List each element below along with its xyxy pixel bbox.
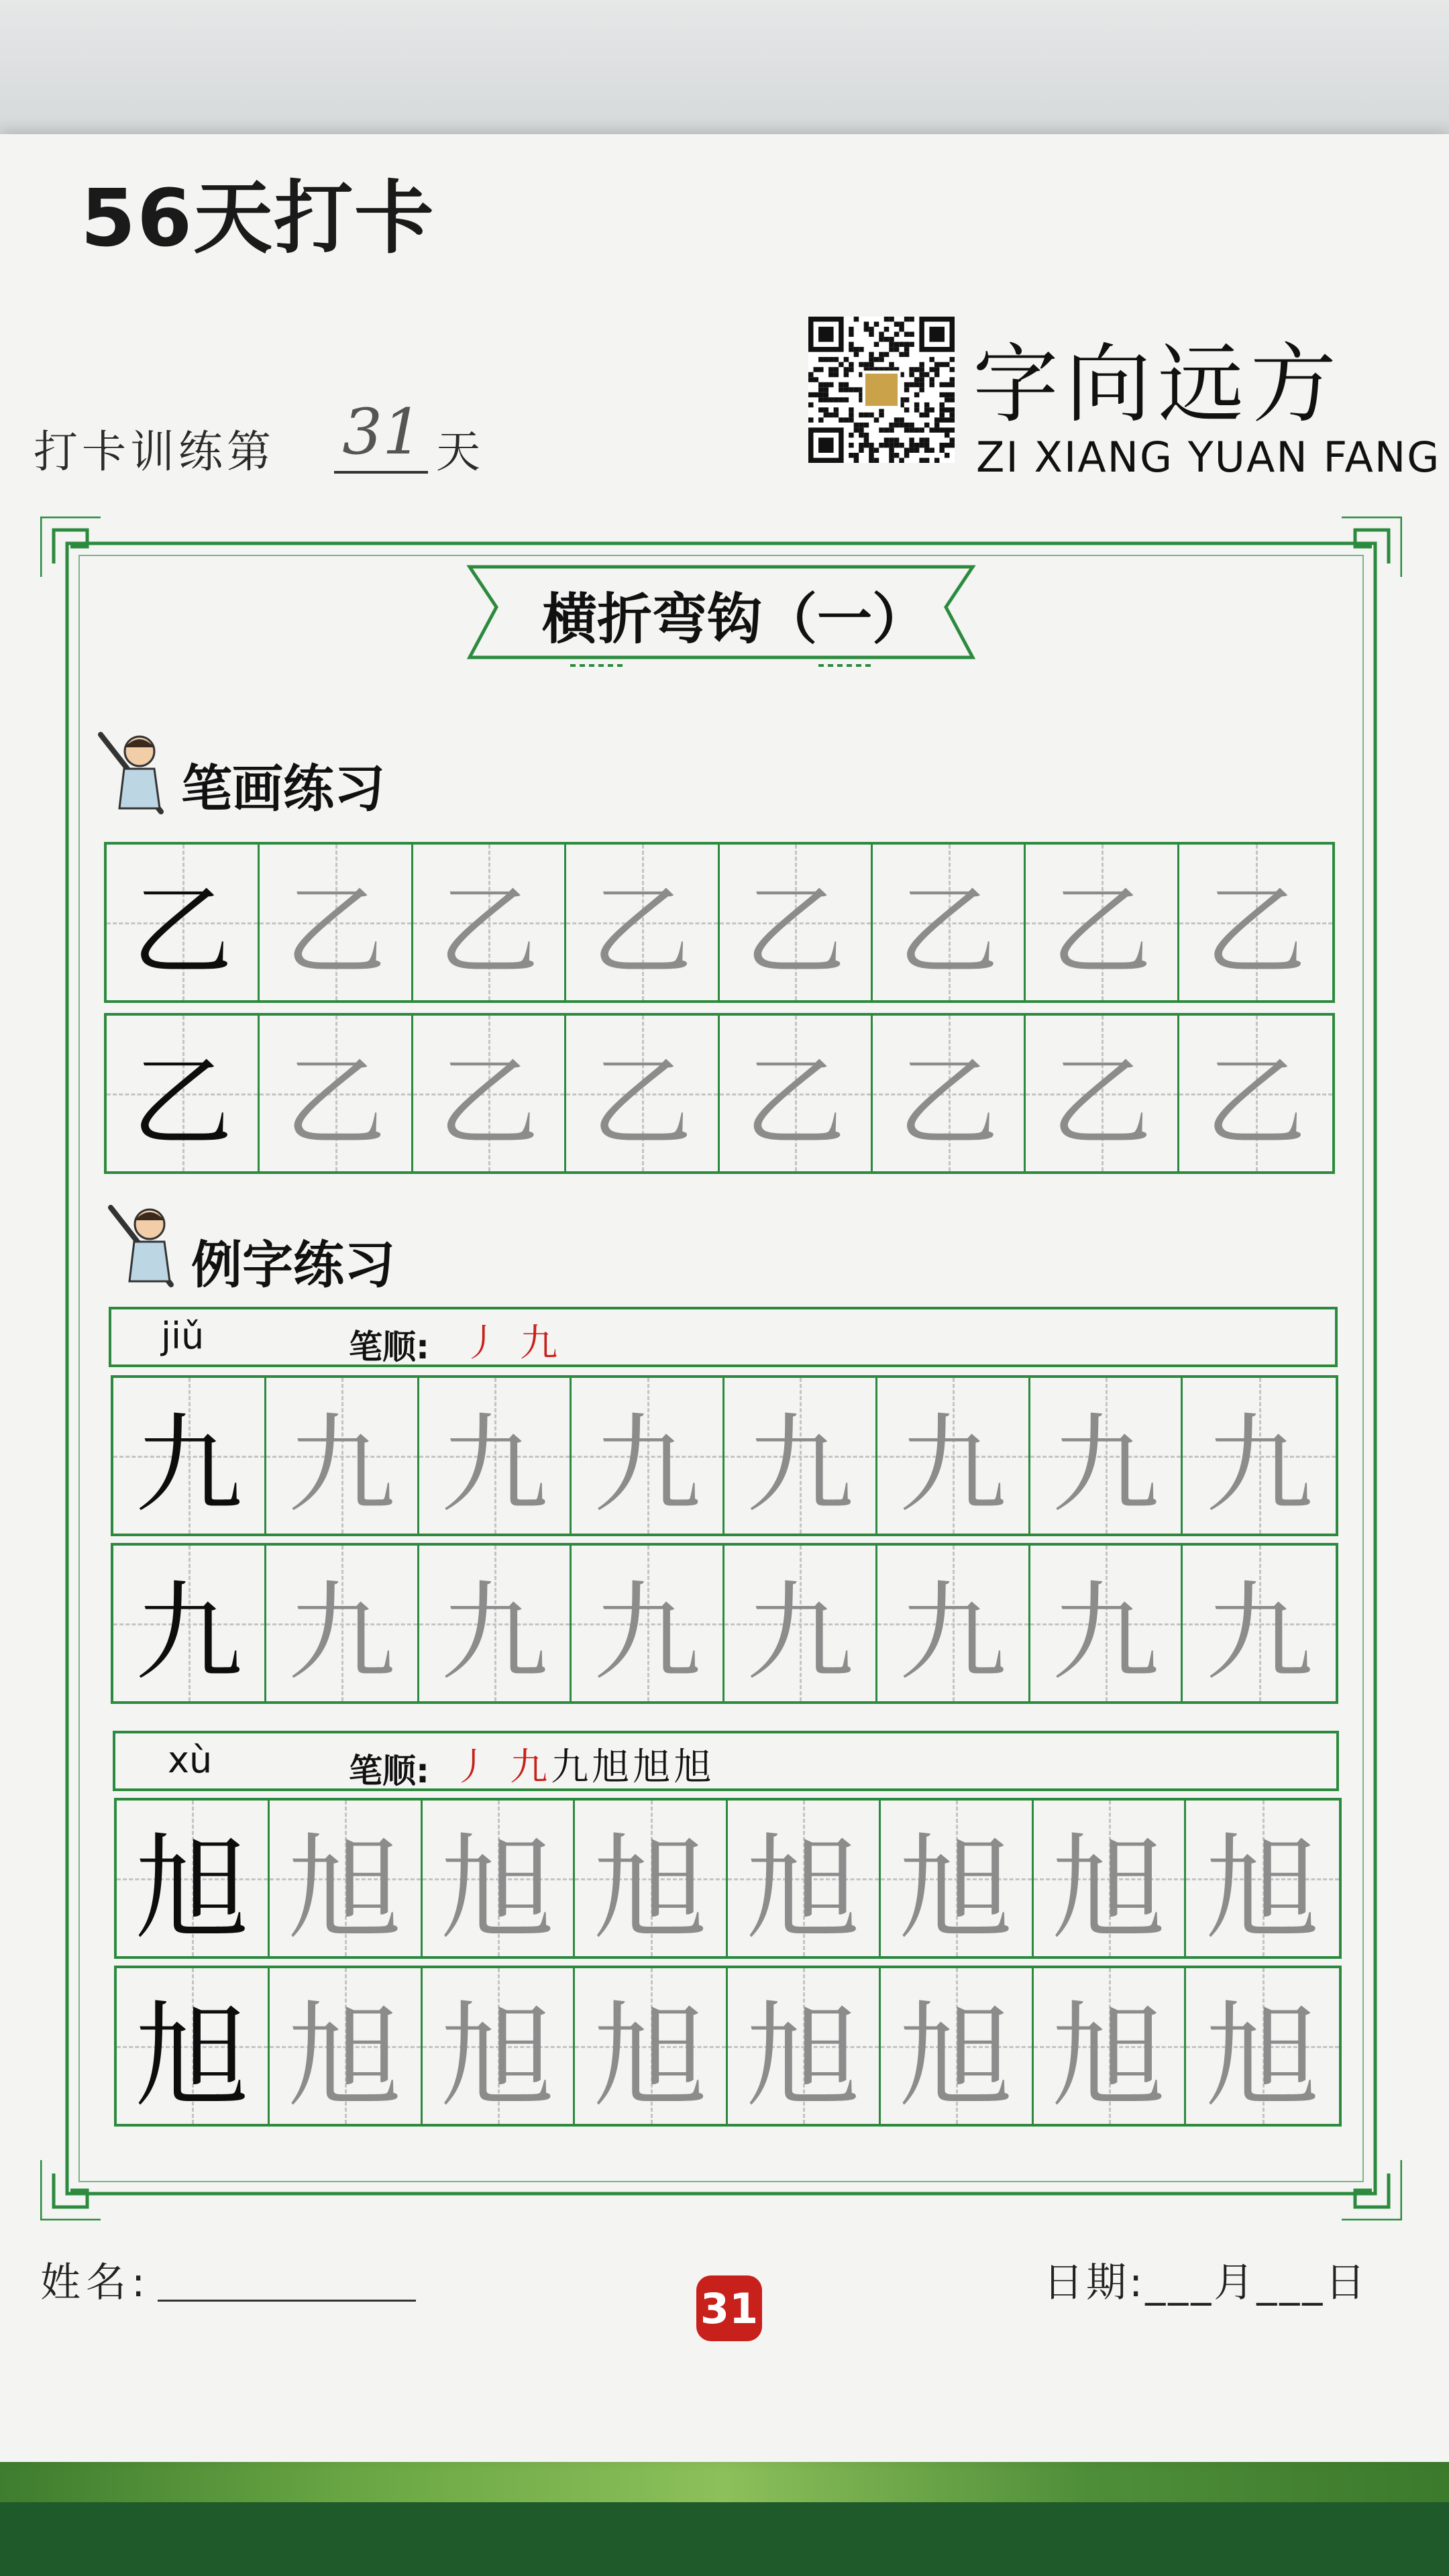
trace-character: 乙 — [591, 873, 692, 990]
logo-english: ZI XIANG YUAN FANG — [976, 433, 1441, 482]
trace-character: 旭 — [593, 1990, 708, 2123]
trace-character: 乙 — [745, 1044, 846, 1161]
tracing-cell[interactable] — [266, 1378, 419, 1534]
trace-character: 九 — [288, 1570, 396, 1695]
stroke-order-step: 九 — [551, 1746, 589, 1789]
stroke-order-sequence-jiu — [463, 1313, 557, 1367]
model-character: 乙 — [131, 873, 233, 990]
trace-character: 乙 — [285, 1044, 386, 1161]
trace-character: 旭 — [746, 1990, 861, 2123]
trace-character: 九 — [899, 1402, 1007, 1527]
tracing-cell[interactable] — [724, 1378, 877, 1534]
name-input-line[interactable] — [158, 2300, 416, 2302]
tracing-cell[interactable] — [419, 1546, 572, 1701]
tracing-cell[interactable] — [266, 1546, 419, 1701]
tracing-cell[interactable] — [881, 1968, 1034, 2124]
tracing-cell[interactable] — [877, 1546, 1030, 1701]
stroke-order-bar-jiu — [109, 1307, 1338, 1367]
tracing-cell[interactable] — [419, 1378, 572, 1534]
tracing-cell[interactable] — [413, 845, 566, 1000]
tracing-cell[interactable] — [1034, 1968, 1187, 2124]
jiu-practice-row-2 — [111, 1543, 1338, 1704]
stroke-practice-row-2 — [104, 1013, 1335, 1174]
trace-character: 旭 — [1205, 1990, 1320, 2123]
trace-character: 旭 — [1051, 1990, 1166, 2123]
trace-character: 九 — [1205, 1402, 1313, 1527]
child-with-brush-icon — [94, 724, 168, 818]
trace-character: 九 — [746, 1402, 854, 1527]
trace-character: 九 — [1051, 1402, 1159, 1527]
name-label: 姓名: — [40, 2259, 151, 2306]
tracing-cell[interactable] — [572, 1546, 724, 1701]
tracing-cell[interactable] — [1030, 1378, 1183, 1534]
tracing-cell[interactable] — [1026, 1016, 1179, 1171]
tracing-cell[interactable] — [1034, 1801, 1187, 1956]
trace-character: 旭 — [899, 1822, 1014, 1955]
stroke-order-step: 丿 — [463, 1322, 500, 1365]
trace-character: 旭 — [1205, 1822, 1320, 1955]
topic-title: 横折弯钩（一） — [541, 588, 927, 651]
trace-character: 九 — [440, 1402, 548, 1527]
trace-character: 九 — [746, 1570, 854, 1695]
trace-character: 旭 — [288, 1822, 402, 1955]
trace-character: 旭 — [440, 1822, 555, 1955]
trace-character: 乙 — [1205, 1044, 1306, 1161]
trace-character: 旭 — [288, 1990, 402, 2123]
trace-character: 九 — [288, 1402, 396, 1527]
stroke-order-bar-xu — [113, 1731, 1339, 1791]
page-number-badge: 31 — [696, 2275, 762, 2341]
xu-practice-row-1 — [114, 1798, 1342, 1959]
trace-character: 乙 — [438, 1044, 539, 1161]
tracing-cell[interactable] — [260, 845, 413, 1000]
stroke-order-step: 九 — [520, 1322, 558, 1365]
stroke-order-step: 丿 — [453, 1746, 490, 1789]
trace-character: 九 — [440, 1570, 548, 1695]
tracing-cell[interactable] — [566, 1016, 719, 1171]
stroke-order-label: 笔顺: — [349, 1328, 429, 1366]
trace-character: 九 — [593, 1570, 701, 1695]
tracing-cell[interactable] — [1026, 845, 1179, 1000]
child-with-brush-icon — [104, 1197, 178, 1291]
tracing-cell[interactable] — [1186, 1968, 1339, 2124]
model-character-cell[interactable] — [107, 845, 260, 1000]
date-field[interactable]: 日期:___月___日 — [1043, 2259, 1368, 2306]
tracing-cell[interactable] — [423, 1968, 576, 2124]
tracing-cell[interactable] — [413, 1016, 566, 1171]
trace-character: 乙 — [1205, 873, 1306, 990]
tracing-cell[interactable] — [575, 1968, 728, 2124]
tracing-cell[interactable] — [720, 1016, 873, 1171]
logo-chinese: 字向远方 — [973, 335, 1344, 435]
example-section-title: 例字练习 — [191, 1235, 395, 1295]
trace-character: 旭 — [593, 1822, 708, 1955]
stroke-practice-row-1 — [104, 842, 1335, 1003]
trace-character: 九 — [1205, 1570, 1313, 1695]
tracing-cell[interactable] — [1186, 1801, 1339, 1956]
model-character-cell[interactable] — [113, 1378, 266, 1534]
tracing-cell[interactable] — [1179, 845, 1332, 1000]
trace-character: 旭 — [899, 1990, 1014, 2123]
model-character: 乙 — [131, 1044, 233, 1161]
tracing-cell[interactable] — [873, 1016, 1026, 1171]
trace-character: 乙 — [1051, 1044, 1152, 1161]
model-character-cell[interactable] — [107, 1016, 260, 1171]
trace-character: 旭 — [1051, 1822, 1166, 1955]
qr-code-icon[interactable] — [808, 317, 955, 463]
tracing-cell[interactable] — [1183, 1546, 1336, 1701]
tracing-cell[interactable] — [720, 845, 873, 1000]
trace-character: 乙 — [285, 873, 386, 990]
tracing-cell[interactable] — [1183, 1378, 1336, 1534]
model-character: 旭 — [135, 1822, 250, 1955]
model-character: 九 — [135, 1570, 243, 1695]
tracing-cell[interactable] — [1179, 1016, 1332, 1171]
tracing-cell[interactable] — [877, 1378, 1030, 1534]
background-page-above — [0, 0, 1449, 144]
tracing-cell[interactable] — [575, 1801, 728, 1956]
model-character-cell[interactable] — [117, 1801, 270, 1956]
pinyin-jiu: jiǔ — [161, 1315, 205, 1357]
tracing-cell[interactable] — [1030, 1546, 1183, 1701]
trace-character: 九 — [593, 1402, 701, 1527]
model-character-cell[interactable] — [113, 1546, 266, 1701]
background-cover-spine — [0, 2502, 1449, 2576]
stroke-order-step: 旭 — [633, 1746, 671, 1789]
trace-character: 九 — [899, 1570, 1007, 1695]
model-character: 九 — [135, 1402, 243, 1527]
trace-character: 乙 — [591, 1044, 692, 1161]
trace-character: 乙 — [438, 873, 539, 990]
jiu-practice-row-1 — [111, 1375, 1338, 1536]
pinyin-xu: xù — [168, 1739, 213, 1781]
brand-title: 56天打卡 — [80, 172, 435, 264]
tracing-cell[interactable] — [881, 1801, 1034, 1956]
xu-practice-row-2 — [114, 1966, 1342, 2127]
trace-character: 旭 — [440, 1990, 555, 2123]
trace-character: 乙 — [898, 1044, 999, 1161]
tracing-cell[interactable] — [724, 1546, 877, 1701]
day-label-prefix: 打卡训练第 — [34, 426, 275, 478]
day-number-handwritten: 31 — [342, 396, 423, 469]
trace-character: 旭 — [746, 1822, 861, 1955]
tracing-cell[interactable] — [270, 1968, 423, 2124]
stroke-order-sequence-xu — [453, 1737, 711, 1791]
tracing-cell[interactable] — [728, 1968, 881, 2124]
tracing-cell[interactable] — [572, 1378, 724, 1534]
tracing-cell[interactable] — [423, 1801, 576, 1956]
day-label-suffix: 天 — [436, 426, 480, 478]
trace-character: 九 — [1051, 1570, 1159, 1695]
model-character-cell[interactable] — [117, 1968, 270, 2124]
stroke-order-step: 九 — [510, 1746, 548, 1789]
tracing-cell[interactable] — [566, 845, 719, 1000]
tracing-cell[interactable] — [260, 1016, 413, 1171]
tracing-cell[interactable] — [728, 1801, 881, 1956]
trace-character: 乙 — [745, 873, 846, 990]
stroke-order-step: 旭 — [592, 1746, 630, 1789]
trace-character: 乙 — [898, 873, 999, 990]
tracing-cell[interactable] — [270, 1801, 423, 1956]
trace-character: 乙 — [1051, 873, 1152, 990]
tracing-cell[interactable] — [873, 845, 1026, 1000]
model-character: 旭 — [135, 1990, 250, 2123]
stroke-order-step: 旭 — [674, 1746, 712, 1789]
stroke-order-label: 笔顺: — [349, 1752, 429, 1790]
stroke-section-title: 笔画练习 — [181, 759, 385, 818]
